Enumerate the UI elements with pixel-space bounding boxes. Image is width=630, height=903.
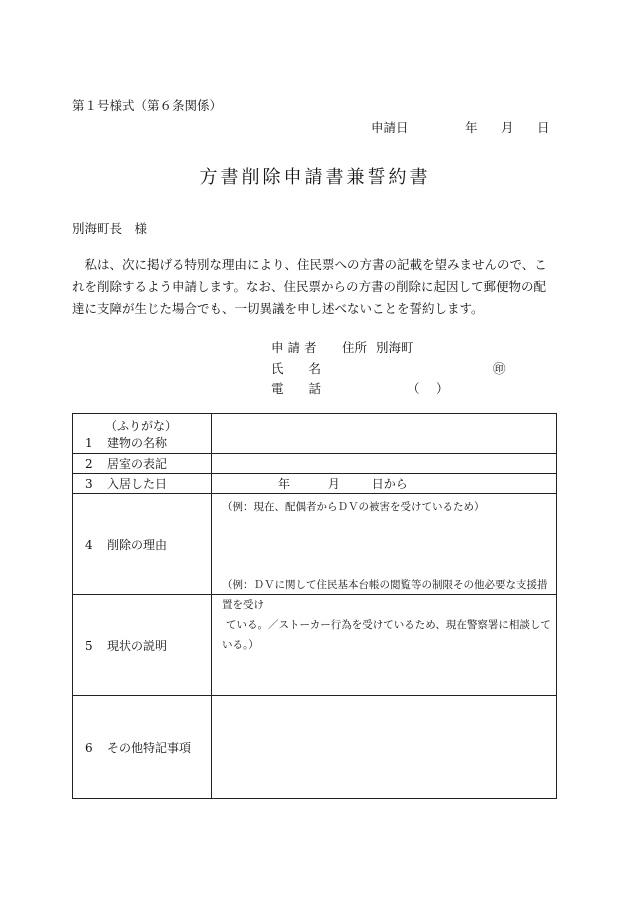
row-number: 4	[85, 537, 93, 552]
row-number: 2	[85, 457, 93, 471]
table-row	[73, 595, 557, 696]
application-table	[72, 413, 557, 799]
seal-mark: ㊞	[493, 361, 506, 376]
applicant-label: 申 請 者	[271, 340, 317, 355]
room-field[interactable]	[212, 454, 557, 474]
row-number: 5	[85, 638, 93, 653]
date-label: 申請日	[371, 120, 409, 135]
furigana-label: （ふりがな）	[105, 418, 178, 433]
reason-label	[73, 494, 212, 595]
date-year: 年	[465, 120, 478, 135]
reason-example-note: （例：現在、配偶者からＤＶの被害を受けているため）	[222, 500, 485, 513]
row-label: 入居した日	[107, 477, 168, 491]
phone-label: 電 話	[271, 381, 322, 396]
date-month: 月	[501, 120, 514, 135]
phone-paren-close: ）	[436, 381, 449, 396]
building-name-label	[73, 414, 212, 454]
move-in-label	[73, 474, 212, 494]
row-label: 削除の理由	[107, 537, 168, 552]
move-in-month: 月	[327, 477, 340, 491]
row-label: その他特記事項	[107, 740, 192, 755]
document-title: 方書削除申請書兼誓約書	[199, 167, 431, 188]
address-value: 別海町	[376, 340, 414, 355]
addressee: 別海町長 様	[72, 221, 148, 236]
row-number: 3	[85, 477, 93, 491]
phone-paren-open: （	[407, 381, 420, 396]
table-row	[73, 454, 557, 474]
move-in-field[interactable]	[212, 474, 557, 494]
room-label	[73, 454, 212, 474]
row-number: 6	[85, 740, 93, 755]
status-note-line1: （例：ＤＶに関して住民基本台帳の閲覧等の制限その他必要な支援措置を受け	[222, 579, 548, 611]
move-in-day: 日から	[371, 477, 408, 491]
table-row	[73, 414, 557, 454]
table-row	[73, 474, 557, 494]
date-day: 日	[537, 120, 550, 135]
other-notes-field[interactable]	[212, 696, 557, 799]
row-number: 1	[85, 435, 93, 450]
status-example-note	[222, 575, 556, 655]
form-number: 第１号様式（第６条関係）	[72, 98, 223, 113]
status-label	[73, 595, 212, 696]
address-label: 住所	[342, 340, 368, 355]
table-row	[73, 696, 557, 799]
row-label: 現状の説明	[107, 638, 168, 653]
status-note-line2: ている。／ストーカー行為を受けているため、現在警察署に相談している。）	[222, 619, 551, 651]
name-label: 氏 名	[271, 361, 322, 376]
move-in-year: 年	[278, 477, 291, 491]
declaration-text: 私は、次に掲げる特別な理由により、住民票への方書の記載を望みませんので、これを削除するよう申請します。なお、住民票からの方書の削除に起因して郵便物の配達に支障が生じた場合でも、一切異議を申し述べないことを誓約します。	[72, 257, 547, 316]
building-name-field[interactable]	[212, 414, 557, 454]
row-label: 居室の表記	[107, 457, 168, 471]
status-field[interactable]	[212, 579, 557, 696]
row-label: 建物の名称	[107, 435, 168, 450]
other-notes-label	[73, 696, 212, 799]
